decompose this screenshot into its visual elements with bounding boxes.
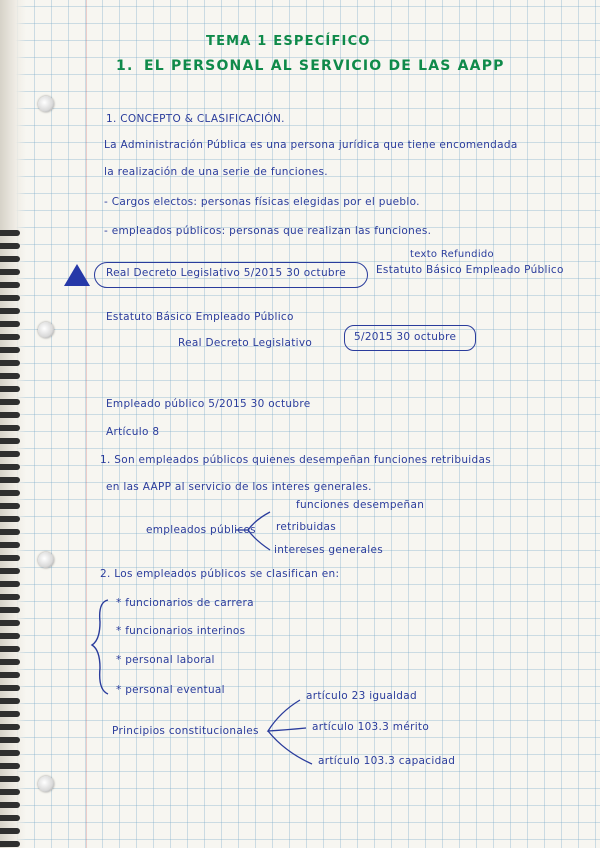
estatuto-line: Estatuto Básico Empleado Público bbox=[106, 311, 294, 323]
estatuto-text: Estatuto Básico Empleado Público bbox=[376, 264, 564, 276]
point-line: 2. Los empleados públicos se clasifican en: bbox=[100, 568, 340, 580]
paragraph-line: la realización de una serie de funciones. bbox=[104, 166, 328, 178]
law-oval-text: Real Decreto Legislativo 5/2015 30 octubre bbox=[106, 267, 347, 279]
section-heading: 1. CONCEPTO & CLASIFICACIÓN. bbox=[106, 113, 285, 125]
principle-item: artículo 23 igualdad bbox=[306, 690, 417, 702]
diagram-item: retribuidas bbox=[276, 521, 337, 533]
principles-fork bbox=[268, 700, 306, 731]
date-box-text: 5/2015 30 octubre bbox=[354, 331, 457, 343]
article-ref-line: Empleado público 5/2015 30 octubre bbox=[106, 398, 311, 410]
principles-root: Principios constitucionales bbox=[112, 725, 259, 737]
page-subtitle: EL PERSONAL AL SERVICIO DE LAS AAPP bbox=[144, 58, 505, 74]
class-item: * funcionarios interinos bbox=[116, 625, 246, 637]
class-brace bbox=[92, 600, 108, 694]
diagram-item: funciones desempeñan bbox=[296, 499, 425, 511]
bullet-item: - Cargos electos: personas físicas elegidas por el pueblo. bbox=[104, 196, 420, 208]
point-line: en las AAPP al servicio de los interes generales. bbox=[106, 481, 372, 493]
article-label: Artículo 8 bbox=[106, 426, 160, 438]
bullet-item: - empleados públicos: personas que realizan las funciones. bbox=[104, 225, 432, 237]
page-title: TEMA 1 ESPECÍFICO bbox=[206, 34, 371, 49]
diagram-fork bbox=[248, 512, 270, 550]
diagram-item: intereses generales bbox=[274, 544, 383, 556]
subtitle-number: 1. bbox=[116, 58, 134, 74]
diagram-root: empleados públicos bbox=[146, 524, 256, 536]
principle-item: artículo 103.3 mérito bbox=[312, 721, 430, 733]
principle-item: artículo 103.3 capacidad bbox=[318, 755, 456, 767]
paragraph-line: La Administración Pública es una persona jurídica que tiene encomendada bbox=[104, 139, 518, 151]
class-item: * personal eventual bbox=[116, 684, 225, 696]
class-item: * personal laboral bbox=[116, 654, 215, 666]
rdl-line: Real Decreto Legislativo bbox=[178, 337, 313, 349]
class-item: * funcionarios de carrera bbox=[116, 597, 254, 609]
refundido-note: texto Refundido bbox=[410, 249, 494, 260]
point-line: 1. Son empleados públicos quienes desempeñan funciones retribuidas bbox=[100, 454, 491, 466]
